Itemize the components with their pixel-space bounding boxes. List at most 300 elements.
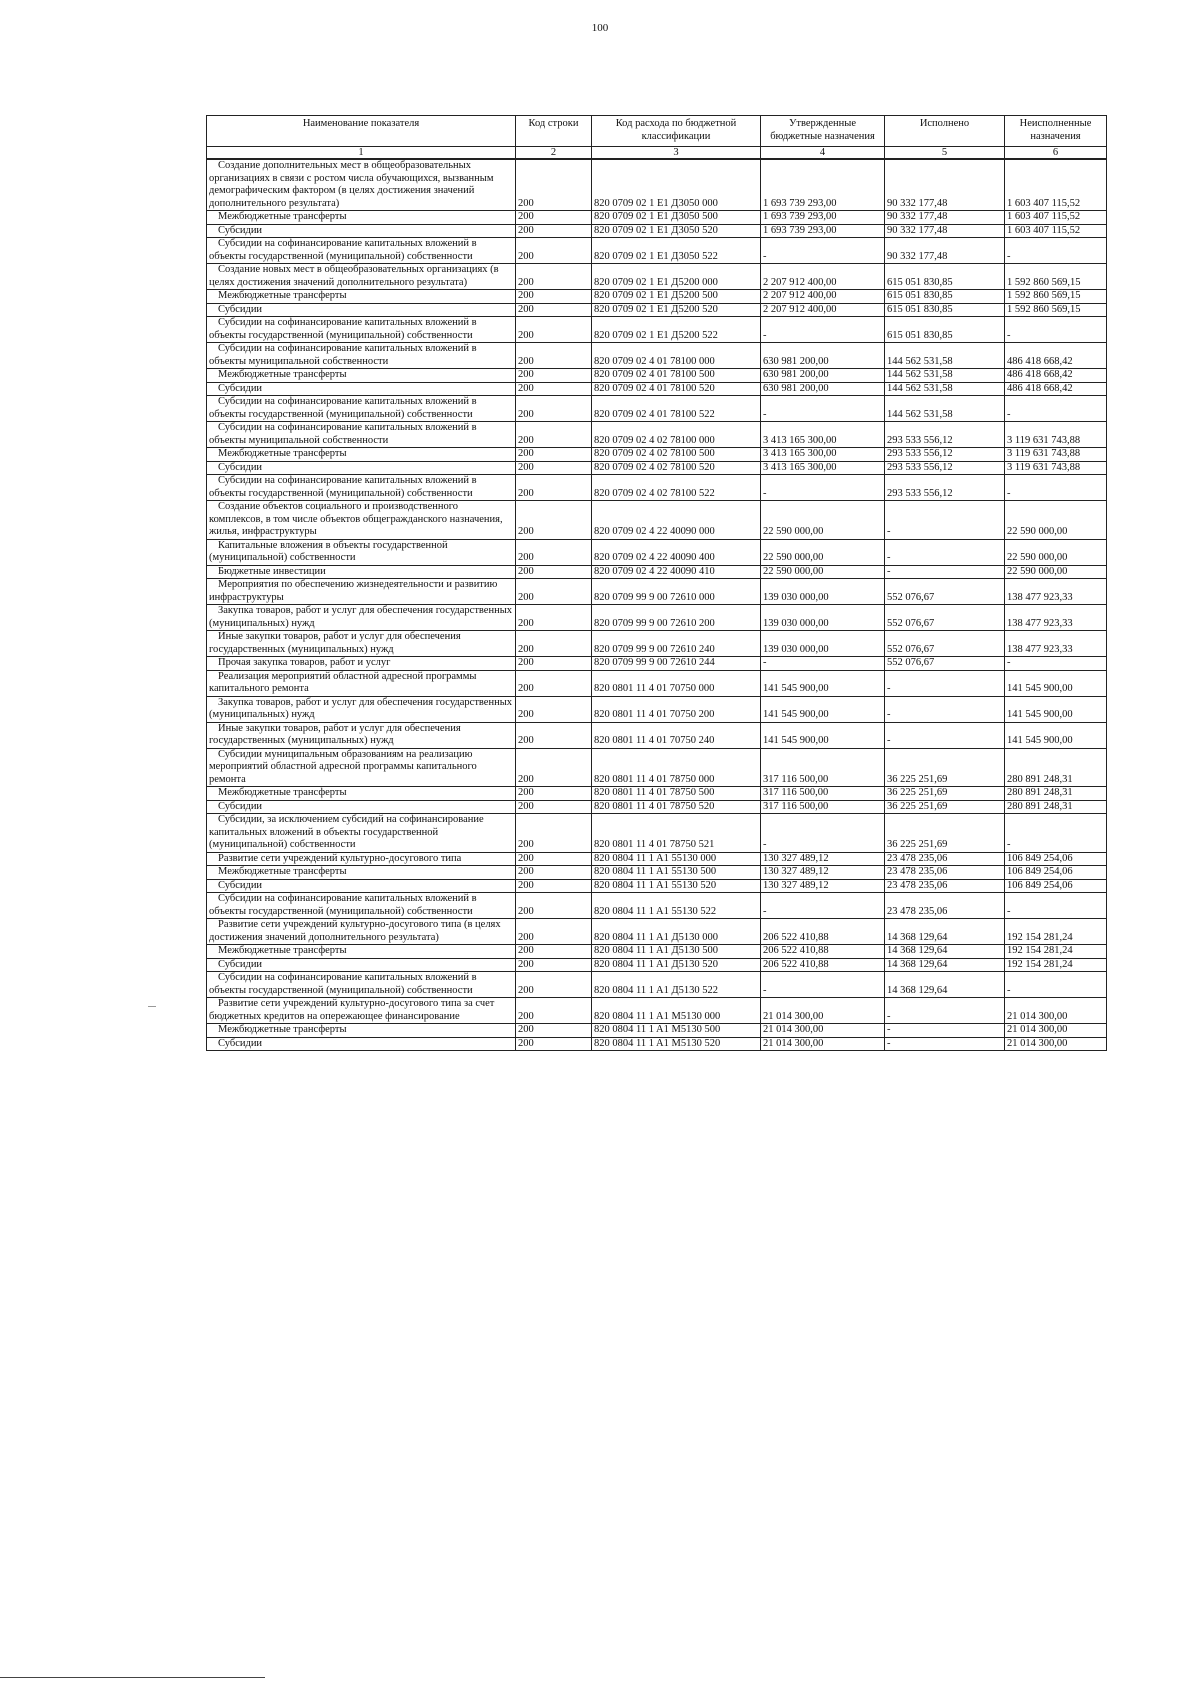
- row-unexecuted-amount: 192 154 281,24: [1005, 919, 1107, 945]
- row-line-code: 200: [516, 539, 592, 565]
- column-number: 2: [516, 147, 592, 160]
- row-line-code: 200: [516, 396, 592, 422]
- row-unexecuted-amount: 21 014 300,00: [1005, 998, 1107, 1024]
- row-executed-amount: 615 051 830,85: [885, 264, 1005, 290]
- row-executed-amount: 293 533 556,12: [885, 448, 1005, 462]
- header-unexecuted: Неисполненные назначения: [1005, 116, 1107, 147]
- row-approved-amount: 630 981 200,00: [761, 369, 885, 383]
- row-unexecuted-amount: -: [1005, 317, 1107, 343]
- row-line-code: 200: [516, 565, 592, 579]
- row-executed-amount: 23 478 235,06: [885, 852, 1005, 866]
- table-row: [207, 422, 1107, 448]
- row-classification-code: 820 0709 02 4 01 78100 500: [592, 369, 761, 383]
- row-classification-code: 820 0709 02 4 01 78100 000: [592, 343, 761, 369]
- row-classification-code: 820 0709 02 1 E1 Д3050 520: [592, 224, 761, 238]
- row-line-code: 200: [516, 224, 592, 238]
- row-name: [207, 448, 516, 462]
- row-name: [207, 211, 516, 225]
- row-classification-code: 820 0804 11 1 A1 M5130 500: [592, 1024, 761, 1038]
- row-approved-amount: 22 590 000,00: [761, 565, 885, 579]
- row-name-text: Прочая закупка товаров, работ и услуг: [218, 657, 391, 668]
- row-name: [207, 343, 516, 369]
- row-approved-amount: 1 693 739 293,00: [761, 224, 885, 238]
- row-name-text: Субсидии на софинансирование капитальных вложений в объекты государственной (муниципальной) собственности: [209, 317, 477, 341]
- row-classification-code: 820 0709 02 4 02 78100 500: [592, 448, 761, 462]
- column-number: 5: [885, 147, 1005, 160]
- row-name-text: Субсидии: [218, 1037, 263, 1049]
- row-approved-amount: 2 207 912 400,00: [761, 290, 885, 304]
- row-classification-code: 820 0709 02 1 E1 Д5200 522: [592, 317, 761, 343]
- row-unexecuted-amount: 280 891 248,31: [1005, 748, 1107, 787]
- table-row: [207, 475, 1107, 501]
- row-classification-code: 820 0709 99 9 00 72610 244: [592, 657, 761, 671]
- row-name-text: Закупка товаров, работ и услуг для обеспечения государственных (муниципальных) нужд: [209, 605, 513, 629]
- row-line-code: 200: [516, 382, 592, 396]
- row-approved-amount: 141 545 900,00: [761, 696, 885, 722]
- header-row: [207, 116, 1107, 147]
- row-line-code: 200: [516, 657, 592, 671]
- row-unexecuted-amount: 280 891 248,31: [1005, 787, 1107, 801]
- row-executed-amount: 144 562 531,58: [885, 369, 1005, 383]
- row-line-code: 200: [516, 852, 592, 866]
- row-line-code: 200: [516, 958, 592, 972]
- row-name-text: Субсидии на софинансирование капитальных вложений в объекты государственной (муниципальной) собственности: [209, 396, 477, 420]
- table-row: [207, 879, 1107, 893]
- row-approved-amount: 139 030 000,00: [761, 605, 885, 631]
- row-name-text: Межбюджетные трансферты: [218, 945, 347, 956]
- row-executed-amount: 552 076,67: [885, 579, 1005, 605]
- table-row: [207, 565, 1107, 579]
- row-classification-code: 820 0709 02 1 E1 Д3050 500: [592, 211, 761, 225]
- row-line-code: 200: [516, 879, 592, 893]
- table-row: [207, 631, 1107, 657]
- row-name-text: Субсидии, за исключением субсидий на софинансирование капитальных вложений в объекты государственной (муниципальной) собственности: [209, 814, 484, 850]
- row-unexecuted-amount: 3 119 631 743,88: [1005, 422, 1107, 448]
- row-name-text: Развитие сети учреждений культурно-досугового типа: [218, 852, 462, 864]
- table-row: [207, 539, 1107, 565]
- row-unexecuted-amount: 486 418 668,42: [1005, 382, 1107, 396]
- table-row: [207, 748, 1107, 787]
- table-row: [207, 369, 1107, 383]
- row-executed-amount: 144 562 531,58: [885, 396, 1005, 422]
- row-executed-amount: 90 332 177,48: [885, 159, 1005, 211]
- row-executed-amount: 144 562 531,58: [885, 382, 1005, 396]
- row-name-text: Субсидии на софинансирование капитальных вложений в объекты муниципальной собственности: [209, 422, 477, 446]
- row-approved-amount: 206 522 410,88: [761, 945, 885, 959]
- row-approved-amount: 630 981 200,00: [761, 343, 885, 369]
- row-executed-amount: 293 533 556,12: [885, 422, 1005, 448]
- row-unexecuted-amount: 141 545 900,00: [1005, 696, 1107, 722]
- row-unexecuted-amount: 22 590 000,00: [1005, 565, 1107, 579]
- row-executed-amount: 615 051 830,85: [885, 290, 1005, 304]
- row-name-text: Субсидии: [218, 879, 263, 891]
- row-classification-code: 820 0709 02 4 02 78100 520: [592, 461, 761, 475]
- row-unexecuted-amount: 138 477 923,33: [1005, 631, 1107, 657]
- row-line-code: 200: [516, 303, 592, 317]
- row-approved-amount: -: [761, 475, 885, 501]
- row-classification-code: 820 0804 11 1 A1 Д5130 522: [592, 972, 761, 998]
- table-row: [207, 290, 1107, 304]
- row-unexecuted-amount: 1 603 407 115,52: [1005, 211, 1107, 225]
- row-name: [207, 1037, 516, 1051]
- row-name-text: Межбюджетные трансферты: [218, 211, 347, 222]
- table-row: [207, 317, 1107, 343]
- row-unexecuted-amount: -: [1005, 396, 1107, 422]
- row-name-text: Субсидии: [218, 303, 263, 315]
- row-executed-amount: -: [885, 696, 1005, 722]
- row-line-code: 200: [516, 919, 592, 945]
- row-classification-code: 820 0804 11 1 A1 Д5130 000: [592, 919, 761, 945]
- table-row: [207, 722, 1107, 748]
- row-classification-code: 820 0804 11 1 A1 55130 520: [592, 879, 761, 893]
- row-name-text: Субсидии: [218, 382, 263, 394]
- row-executed-amount: 552 076,67: [885, 605, 1005, 631]
- row-executed-amount: 23 478 235,06: [885, 879, 1005, 893]
- row-executed-amount: -: [885, 1024, 1005, 1038]
- table-row: [207, 657, 1107, 671]
- row-unexecuted-amount: 21 014 300,00: [1005, 1024, 1107, 1038]
- row-line-code: 200: [516, 317, 592, 343]
- row-executed-amount: 615 051 830,85: [885, 303, 1005, 317]
- row-classification-code: 820 0801 11 4 01 78750 500: [592, 787, 761, 801]
- row-executed-amount: -: [885, 565, 1005, 579]
- row-approved-amount: 317 116 500,00: [761, 748, 885, 787]
- row-name: [207, 317, 516, 343]
- row-name: [207, 670, 516, 696]
- row-unexecuted-amount: -: [1005, 893, 1107, 919]
- row-unexecuted-amount: -: [1005, 972, 1107, 998]
- row-executed-amount: 23 478 235,06: [885, 866, 1005, 880]
- row-executed-amount: 14 368 129,64: [885, 945, 1005, 959]
- table-row: [207, 579, 1107, 605]
- table-row: [207, 264, 1107, 290]
- row-line-code: 200: [516, 748, 592, 787]
- table-row: [207, 303, 1107, 317]
- row-approved-amount: 130 327 489,12: [761, 852, 885, 866]
- table-row: [207, 800, 1107, 814]
- row-unexecuted-amount: -: [1005, 475, 1107, 501]
- table-row: [207, 972, 1107, 998]
- row-executed-amount: 36 225 251,69: [885, 787, 1005, 801]
- row-line-code: 200: [516, 945, 592, 959]
- row-name: [207, 879, 516, 893]
- row-classification-code: 820 0801 11 4 01 70750 000: [592, 670, 761, 696]
- column-number-row: [207, 147, 1107, 160]
- row-approved-amount: 3 413 165 300,00: [761, 448, 885, 462]
- row-unexecuted-amount: 141 545 900,00: [1005, 722, 1107, 748]
- table-row: [207, 1037, 1107, 1051]
- row-name-text: Субсидии на софинансирование капитальных вложений в объекты государственной (муниципальной) собственности: [209, 972, 477, 996]
- row-name-text: Субсидии на софинансирование капитальных вложений в объекты государственной (муниципальной) собственности: [209, 893, 477, 917]
- row-approved-amount: 1 693 739 293,00: [761, 159, 885, 211]
- row-name-text: Межбюджетные трансферты: [218, 787, 347, 798]
- table-row: [207, 501, 1107, 540]
- row-approved-amount: -: [761, 396, 885, 422]
- row-executed-amount: 90 332 177,48: [885, 238, 1005, 264]
- row-name-text: Создание новых мест в общеобразовательных организациях (в целях достижения значений дополнительного результата): [209, 264, 499, 288]
- row-name-text: Закупка товаров, работ и услуг для обеспечения государственных (муниципальных) нужд: [209, 696, 513, 720]
- row-line-code: 200: [516, 814, 592, 853]
- table-row: [207, 958, 1107, 972]
- header-line-code: Код строки: [516, 116, 592, 147]
- row-executed-amount: 23 478 235,06: [885, 893, 1005, 919]
- row-executed-amount: 14 368 129,64: [885, 919, 1005, 945]
- row-name: [207, 539, 516, 565]
- row-line-code: 200: [516, 631, 592, 657]
- row-classification-code: 820 0804 11 1 A1 Д5130 520: [592, 958, 761, 972]
- row-approved-amount: 206 522 410,88: [761, 919, 885, 945]
- row-name-text: Межбюджетные трансферты: [218, 1024, 347, 1035]
- row-name-text: Развитие сети учреждений культурно-досугового типа за счет бюджетных кредитов на опережающее финансирование: [209, 998, 495, 1022]
- row-line-code: 200: [516, 579, 592, 605]
- row-name: [207, 787, 516, 801]
- row-name: [207, 369, 516, 383]
- row-approved-amount: -: [761, 317, 885, 343]
- row-classification-code: 820 0709 02 1 E1 Д5200 520: [592, 303, 761, 317]
- row-name-text: Субсидии на софинансирование капитальных вложений в объекты государственной (муниципальной) собственности: [209, 238, 477, 262]
- row-name-text: Реализация мероприятий областной адресной программы капитального ремонта: [209, 670, 477, 694]
- row-line-code: 200: [516, 722, 592, 748]
- row-name: [207, 696, 516, 722]
- row-name: [207, 893, 516, 919]
- row-unexecuted-amount: 106 849 254,06: [1005, 852, 1107, 866]
- row-approved-amount: 22 590 000,00: [761, 501, 885, 540]
- row-name: [207, 800, 516, 814]
- budget-execution-table: [206, 115, 1107, 1051]
- row-name-text: Субсидии: [218, 958, 263, 970]
- header-indicator-name: Наименование показателя: [207, 116, 516, 147]
- table-row: [207, 211, 1107, 225]
- row-executed-amount: -: [885, 998, 1005, 1024]
- table-row: [207, 224, 1107, 238]
- row-name: [207, 945, 516, 959]
- row-line-code: 200: [516, 998, 592, 1024]
- row-unexecuted-amount: 22 590 000,00: [1005, 539, 1107, 565]
- row-classification-code: 820 0801 11 4 01 78750 520: [592, 800, 761, 814]
- row-name: [207, 852, 516, 866]
- row-approved-amount: 130 327 489,12: [761, 879, 885, 893]
- row-approved-amount: 21 014 300,00: [761, 1024, 885, 1038]
- row-name-text: Субсидии: [218, 461, 263, 473]
- row-unexecuted-amount: 486 418 668,42: [1005, 369, 1107, 383]
- table-row: [207, 159, 1107, 211]
- row-classification-code: 820 0804 11 1 A1 55130 000: [592, 852, 761, 866]
- row-executed-amount: 552 076,67: [885, 631, 1005, 657]
- column-number: 1: [207, 147, 516, 160]
- row-line-code: 200: [516, 461, 592, 475]
- row-classification-code: 820 0709 02 4 22 40090 410: [592, 565, 761, 579]
- row-line-code: 200: [516, 972, 592, 998]
- row-unexecuted-amount: -: [1005, 814, 1107, 853]
- row-approved-amount: 21 014 300,00: [761, 1037, 885, 1051]
- table-row: [207, 1024, 1107, 1038]
- row-line-code: 200: [516, 264, 592, 290]
- table-row: [207, 238, 1107, 264]
- row-name: [207, 579, 516, 605]
- row-name: [207, 238, 516, 264]
- row-unexecuted-amount: 1 592 860 569,15: [1005, 264, 1107, 290]
- row-line-code: 200: [516, 800, 592, 814]
- row-unexecuted-amount: 1 603 407 115,52: [1005, 159, 1107, 211]
- row-line-code: 200: [516, 448, 592, 462]
- row-name: [207, 501, 516, 540]
- row-name: [207, 631, 516, 657]
- row-unexecuted-amount: 3 119 631 743,88: [1005, 448, 1107, 462]
- row-line-code: 200: [516, 238, 592, 264]
- row-name-text: Бюджетные инвестиции: [218, 565, 326, 577]
- row-unexecuted-amount: 3 119 631 743,88: [1005, 461, 1107, 475]
- column-number: 3: [592, 147, 761, 160]
- row-name: [207, 866, 516, 880]
- row-executed-amount: 293 533 556,12: [885, 475, 1005, 501]
- row-line-code: 200: [516, 211, 592, 225]
- row-name-text: Субсидии муниципальным образованиям на реализацию мероприятий областной адресной программы капитального ремонта: [209, 748, 477, 785]
- row-name: [207, 224, 516, 238]
- row-approved-amount: 317 116 500,00: [761, 800, 885, 814]
- row-executed-amount: -: [885, 501, 1005, 540]
- row-name-text: Субсидии на софинансирование капитальных вложений в объекты муниципальной собственности: [209, 343, 477, 367]
- row-executed-amount: -: [885, 539, 1005, 565]
- scan-mark: [148, 1006, 156, 1007]
- row-approved-amount: 21 014 300,00: [761, 998, 885, 1024]
- row-approved-amount: -: [761, 972, 885, 998]
- row-unexecuted-amount: 1 603 407 115,52: [1005, 224, 1107, 238]
- row-line-code: 200: [516, 670, 592, 696]
- row-name-text: Межбюджетные трансферты: [218, 448, 347, 459]
- row-classification-code: 820 0709 99 9 00 72610 000: [592, 579, 761, 605]
- row-name: [207, 748, 516, 787]
- row-unexecuted-amount: 21 014 300,00: [1005, 1037, 1107, 1051]
- page-number: 100: [591, 22, 609, 34]
- row-unexecuted-amount: 486 418 668,42: [1005, 343, 1107, 369]
- table-row: [207, 787, 1107, 801]
- row-name: [207, 919, 516, 945]
- row-name-text: Межбюджетные трансферты: [218, 866, 347, 877]
- row-name-text: Создание объектов социального и производственного комплексов, в том числе объектов общегражданского назначения, жилья, инфраструктуры: [209, 501, 503, 537]
- row-name: [207, 605, 516, 631]
- row-approved-amount: 3 413 165 300,00: [761, 422, 885, 448]
- row-executed-amount: 14 368 129,64: [885, 958, 1005, 972]
- row-classification-code: 820 0801 11 4 01 70750 200: [592, 696, 761, 722]
- row-classification-code: 820 0709 02 4 01 78100 520: [592, 382, 761, 396]
- row-name: [207, 1024, 516, 1038]
- row-executed-amount: -: [885, 722, 1005, 748]
- row-classification-code: 820 0709 99 9 00 72610 240: [592, 631, 761, 657]
- row-name-text: Иные закупки товаров, работ и услуг для обеспечения государственных (муниципальных) нужд: [209, 631, 461, 655]
- table-row: [207, 814, 1107, 853]
- row-classification-code: 820 0801 11 4 01 70750 240: [592, 722, 761, 748]
- row-classification-code: 820 0709 02 1 E1 Д3050 000: [592, 159, 761, 211]
- row-line-code: 200: [516, 696, 592, 722]
- row-name: [207, 461, 516, 475]
- row-executed-amount: 14 368 129,64: [885, 972, 1005, 998]
- row-approved-amount: 2 207 912 400,00: [761, 264, 885, 290]
- row-approved-amount: -: [761, 814, 885, 853]
- row-executed-amount: 36 225 251,69: [885, 814, 1005, 853]
- table-row: [207, 696, 1107, 722]
- table-row: [207, 893, 1107, 919]
- row-name: [207, 657, 516, 671]
- row-name: [207, 565, 516, 579]
- row-unexecuted-amount: -: [1005, 238, 1107, 264]
- row-name-text: Капитальные вложения в объекты государственной (муниципальной) собственности: [209, 539, 448, 563]
- table-row: [207, 919, 1107, 945]
- row-unexecuted-amount: 141 545 900,00: [1005, 670, 1107, 696]
- row-classification-code: 820 0709 02 1 E1 Д5200 000: [592, 264, 761, 290]
- row-line-code: 200: [516, 369, 592, 383]
- table-row: [207, 866, 1107, 880]
- row-name: [207, 998, 516, 1024]
- row-unexecuted-amount: 192 154 281,24: [1005, 958, 1107, 972]
- row-unexecuted-amount: 22 590 000,00: [1005, 501, 1107, 540]
- row-approved-amount: 139 030 000,00: [761, 631, 885, 657]
- row-unexecuted-amount: 138 477 923,33: [1005, 605, 1107, 631]
- table-row: [207, 670, 1107, 696]
- row-name: [207, 159, 516, 211]
- row-line-code: 200: [516, 1024, 592, 1038]
- row-classification-code: 820 0804 11 1 A1 M5130 000: [592, 998, 761, 1024]
- row-approved-amount: -: [761, 893, 885, 919]
- table-row: [207, 605, 1107, 631]
- row-unexecuted-amount: 106 849 254,06: [1005, 866, 1107, 880]
- row-name: [207, 382, 516, 396]
- row-approved-amount: 141 545 900,00: [761, 722, 885, 748]
- table-row: [207, 852, 1107, 866]
- row-executed-amount: 90 332 177,48: [885, 211, 1005, 225]
- row-approved-amount: 206 522 410,88: [761, 958, 885, 972]
- row-approved-amount: -: [761, 238, 885, 264]
- table-row: [207, 998, 1107, 1024]
- row-line-code: 200: [516, 605, 592, 631]
- row-name-text: Иные закупки товаров, работ и услуг для обеспечения государственных (муниципальных) нужд: [209, 722, 461, 746]
- row-line-code: 200: [516, 893, 592, 919]
- table-row: [207, 343, 1107, 369]
- row-executed-amount: 36 225 251,69: [885, 800, 1005, 814]
- row-classification-code: 820 0804 11 1 A1 M5130 520: [592, 1037, 761, 1051]
- row-line-code: 200: [516, 501, 592, 540]
- row-classification-code: 820 0709 02 4 01 78100 522: [592, 396, 761, 422]
- row-line-code: 200: [516, 159, 592, 211]
- row-unexecuted-amount: -: [1005, 657, 1107, 671]
- row-name: [207, 722, 516, 748]
- row-unexecuted-amount: 1 592 860 569,15: [1005, 303, 1107, 317]
- row-approved-amount: 2 207 912 400,00: [761, 303, 885, 317]
- row-classification-code: 820 0709 02 1 E1 Д3050 522: [592, 238, 761, 264]
- row-classification-code: 820 0709 02 1 E1 Д5200 500: [592, 290, 761, 304]
- row-name-text: Создание дополнительных мест в общеобразовательных организациях в связи с ростом числа обучающихся, вызванным демографическим фактором (в целях достижения значений дополнительного результата): [209, 160, 494, 209]
- row-classification-code: 820 0804 11 1 A1 55130 500: [592, 866, 761, 880]
- row-unexecuted-amount: 138 477 923,33: [1005, 579, 1107, 605]
- row-name: [207, 475, 516, 501]
- row-approved-amount: 630 981 200,00: [761, 382, 885, 396]
- row-unexecuted-amount: 280 891 248,31: [1005, 800, 1107, 814]
- row-unexecuted-amount: 192 154 281,24: [1005, 945, 1107, 959]
- row-line-code: 200: [516, 475, 592, 501]
- row-approved-amount: -: [761, 657, 885, 671]
- header-approved: Утвержденные бюджетные назначения: [761, 116, 885, 147]
- row-classification-code: 820 0709 02 4 22 40090 400: [592, 539, 761, 565]
- row-name: [207, 396, 516, 422]
- row-name-text: Межбюджетные трансферты: [218, 290, 347, 301]
- row-classification-code: 820 0709 02 4 22 40090 000: [592, 501, 761, 540]
- row-approved-amount: 141 545 900,00: [761, 670, 885, 696]
- column-number: 4: [761, 147, 885, 160]
- scan-edge-rule: [0, 1677, 265, 1678]
- row-approved-amount: 317 116 500,00: [761, 787, 885, 801]
- table-row: [207, 461, 1107, 475]
- row-line-code: 200: [516, 1037, 592, 1051]
- row-classification-code: 820 0709 99 9 00 72610 200: [592, 605, 761, 631]
